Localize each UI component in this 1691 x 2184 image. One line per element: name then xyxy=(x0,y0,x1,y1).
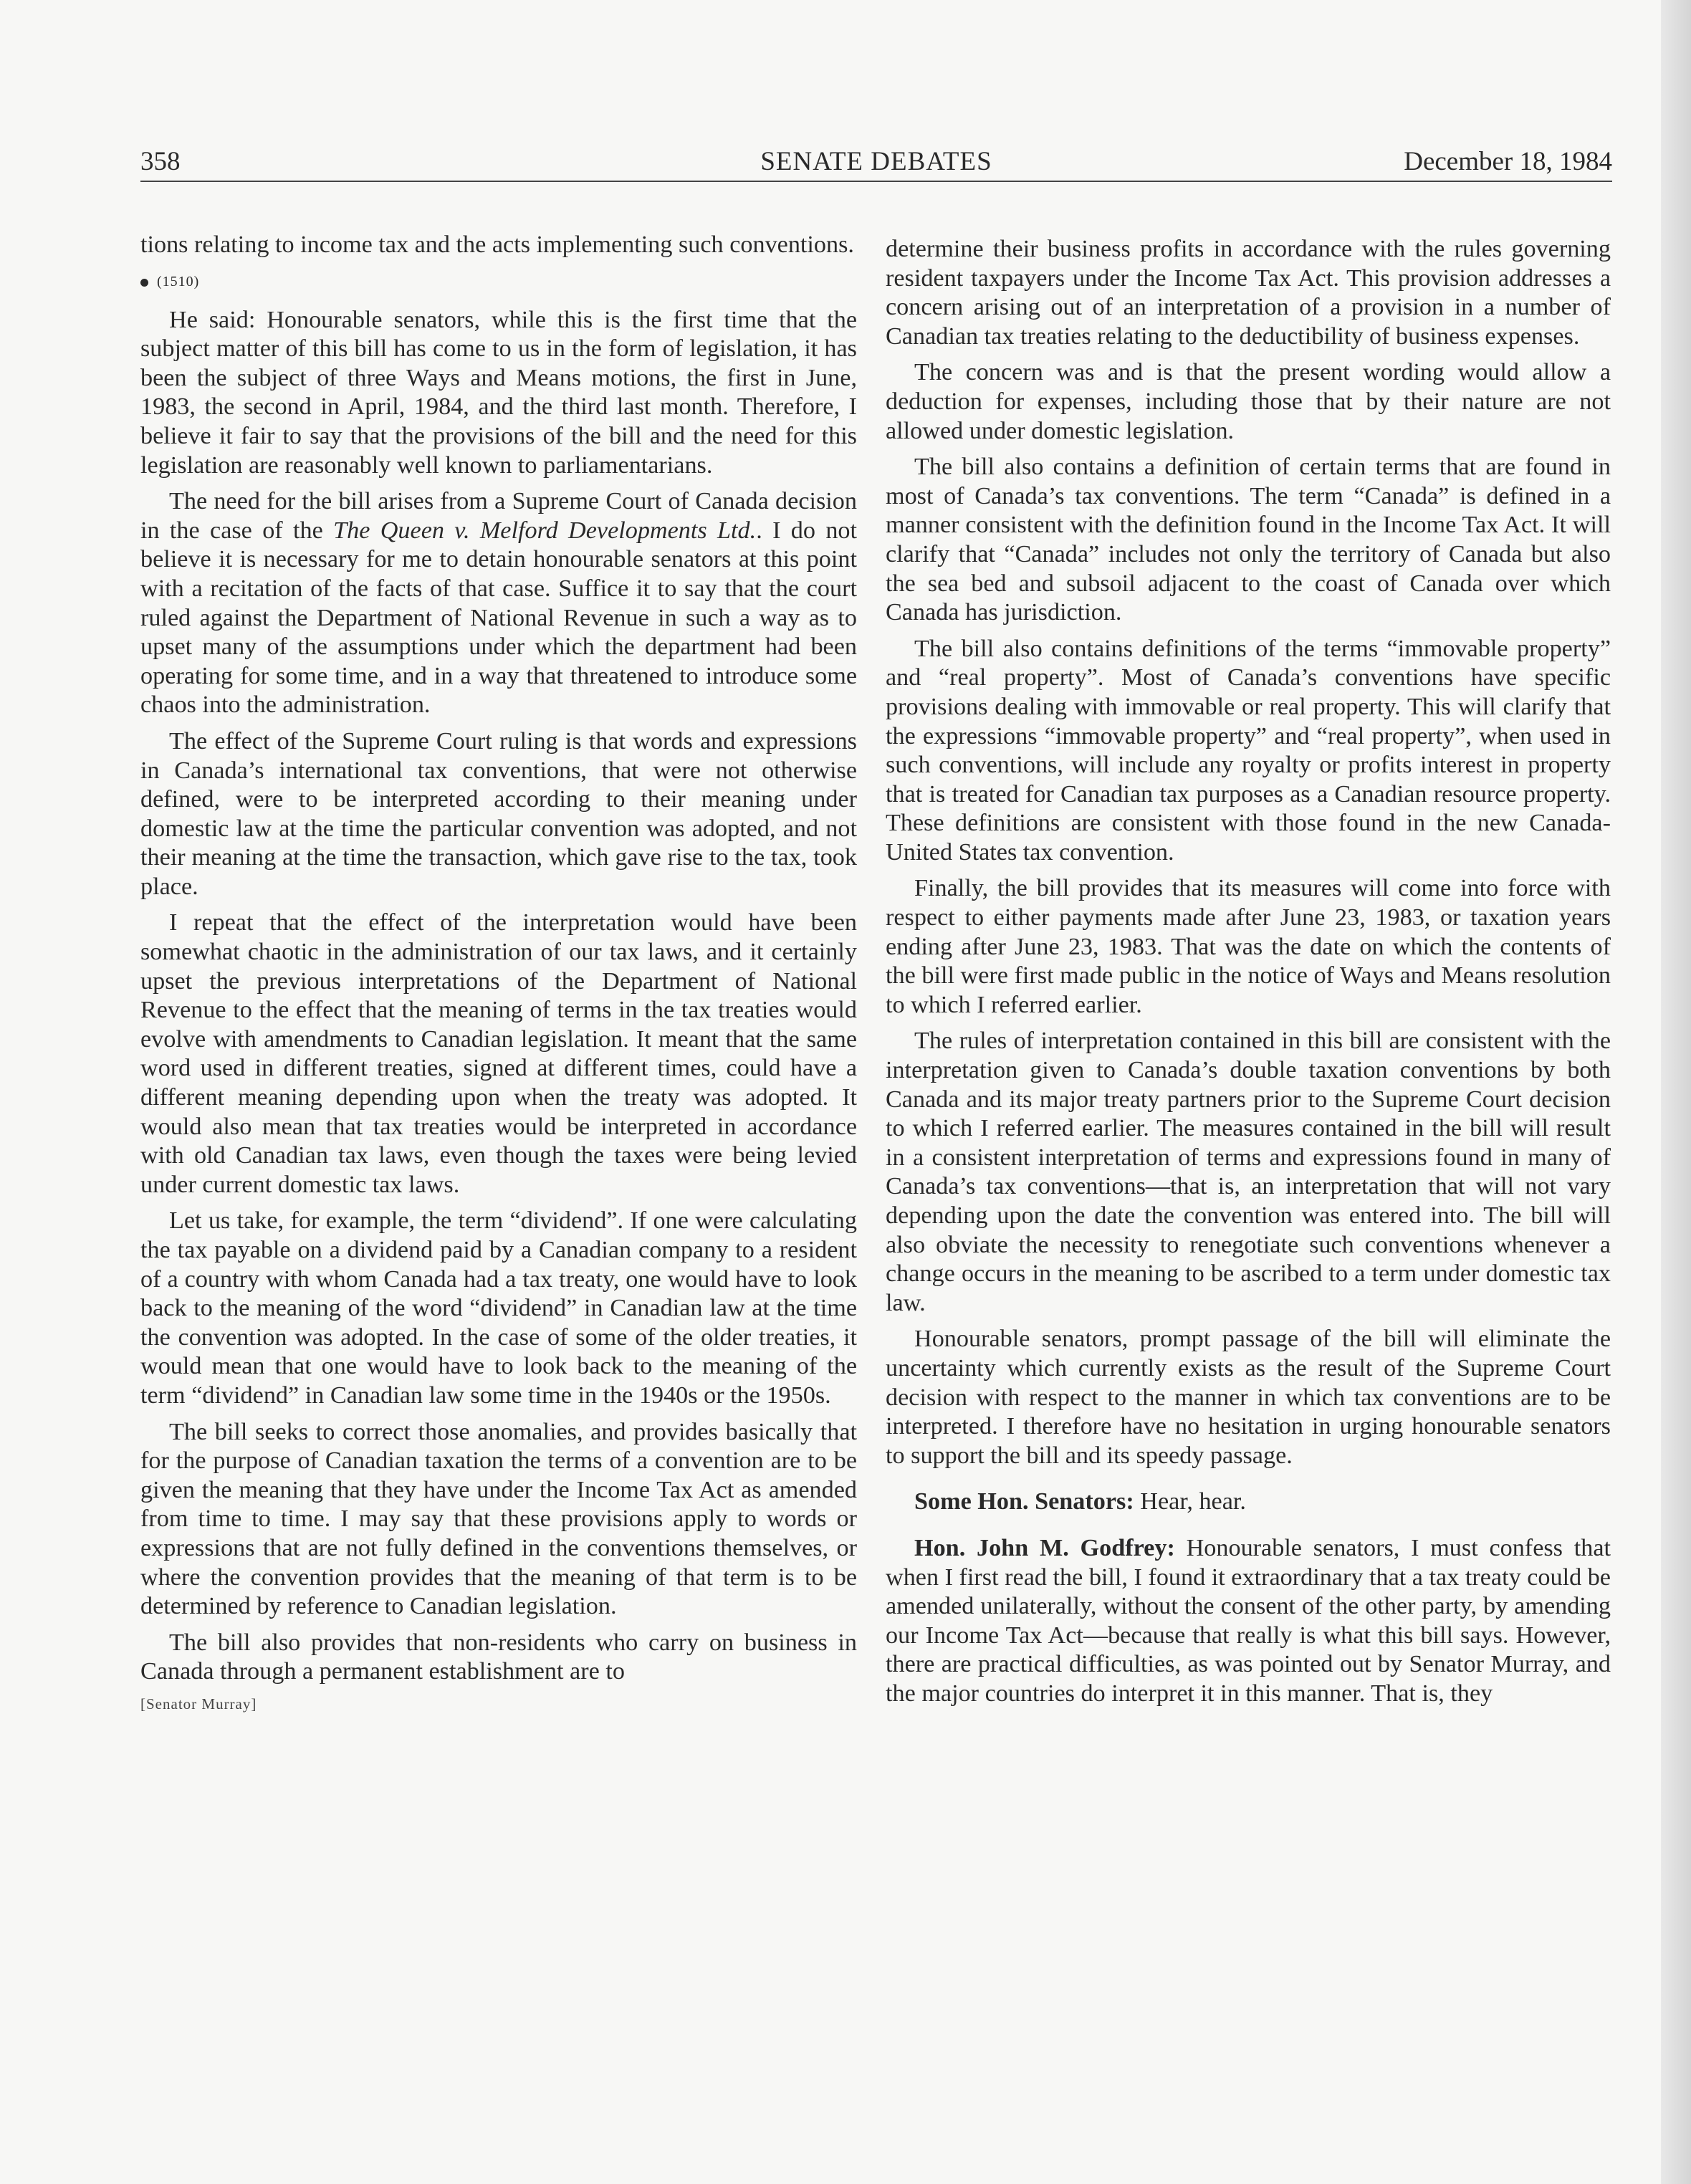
spacer xyxy=(886,1477,1611,1488)
speaker-name: Hon. John M. Godfrey: xyxy=(914,1534,1175,1561)
paragraph: The bill also contains a definition of certain terms that are found in most of Canada’s tax conventions. The term “Canada” is defined in a manner consistent with the definition found in the Income Tax Act. It will clarify that “Canada” includes not only the territory of Canada but also the sea bed and subsoil adjacent to the coast of Canada over which Canada has jurisdiction. xyxy=(886,454,1611,626)
speaker-footnote: [Senator Murray] xyxy=(140,1695,257,1713)
paragraph: Finally, the bill provides that its measures will come into force with respect to either payments made after June 23, 1983, or taxation years ending after June 23, 1983. That was the date on which the contents of the bill were first made public in the notice of Ways and Means resolution to which I referred earlier. xyxy=(886,875,1611,1018)
paragraph-text: The need for the bill arises from a Supreme Court of Canada decision in the case of the xyxy=(140,488,857,544)
interjection xyxy=(886,1488,1611,1517)
case-name: The Queen v. Melford Developments Ltd. xyxy=(333,517,757,544)
page-number: 358 xyxy=(140,147,181,176)
paragraph-text: . I do not believe it is necessary for me to detain honourable senators at this point with a recitation of the facts of that case. Suffice it to say that the court ruled against the Department of National Revenue in such a way as to upset many of the assumptions under which the department had been operating for some time, and in a way that threatened to introduce some chaos into the administration. xyxy=(140,517,858,719)
speech xyxy=(886,1534,1611,1709)
spacer xyxy=(886,1524,1611,1534)
right-column xyxy=(886,235,1611,1716)
speech-text: Honourable senators, I must confess that when I first read the bill, I found it extraordinary that a tax treaty could be amended unilaterally, without the consent of the other party, by amending our Income Tax Act—because that really is what this bill says. However, there are practical difficulties, as was pointed out by Senator Murray, and the major countries do interpret it in this manner. That is, they xyxy=(886,1534,1611,1707)
paragraph: The bill also provides that non-residents who carry on business in Canada through a permanent establishment are to xyxy=(140,1629,857,1685)
paragraph: The bill also contains definitions of the terms “immovable property” and “real property”. Most of Canada’s conventions have specific provisions dealing with immovable or real property. This will clarify that the expressions “immovable property” and “real property”, when used in such conventions, will include any royalty or profits interest in property that is treated for Canadian tax purposes as a Canadian resource property. These definitions are consistent with those found in the new Canada-United States tax convention. xyxy=(886,635,1611,866)
left-column xyxy=(140,231,857,1714)
paragraph: The bill seeks to correct those anomalies, and provides basically that for the purpose of Canadian taxation the terms of a convention are to be given the meaning that they have under the Income Tax Act as amended from time to time. I may say that these provisions apply to words or expressions that are not fully defined in the conventions themselves, or where the convention provides that the meaning of that term is to be determined by reference to Canadian legislation. xyxy=(140,1418,857,1620)
paragraph: Honourable senators, prompt passage of the bill will eliminate the uncertainty which currently exists as the result of the Supreme Court decision with respect to the manner in which tax conventions are to be interpreted. I therefore have no hesitation in urging honourable senators to support the bill and its speedy passage. xyxy=(886,1326,1611,1469)
speaker-name: Some Hon. Senators: xyxy=(914,1488,1134,1515)
publication-title: SENATE DEBATES xyxy=(760,147,992,176)
publication-date: December 18, 1984 xyxy=(1404,147,1612,176)
paragraph: The effect of the Supreme Court ruling is that words and expressions in Canada’s international tax conventions, that were not otherwise defined, were to be interpreted according to their meaning under domestic law at the time the particular convention was adopted, and not their meaning at the time the transaction, which gave rise to the tax, took place. xyxy=(140,727,857,900)
paragraph: The concern was and is that the present wording would allow a deduction for expenses, including those that by their nature are not allowed under domestic legislation. xyxy=(886,359,1611,444)
paragraph: The rules of interpretation contained in this bill are consistent with the interpretation given to Canada’s double taxation conventions by both Canada and its major treaty partners prior to the Supreme Court decision to which I referred earlier. The measures contained in the bill will result in a consistent interpretation of terms and expressions found in many of Canada’s tax conventions—that is, an interpretation that will not vary depending upon the date the convention was entered into. The bill will also obviate the necessity to renegotiate such conventions whenever a change occurs in the meaning to be ascribed to a term under domestic tax law. xyxy=(886,1028,1611,1316)
paragraph: tions relating to income tax and the acts implementing such conventions. xyxy=(140,231,854,258)
speech-text: Hear, hear. xyxy=(1134,1488,1246,1515)
time-marker xyxy=(140,267,857,296)
paragraph: Let us take, for example, the term “dividend”. If one were calculating the tax payable on a dividend paid by a Canadian company to a resident of a country with whom Canada had a tax treaty, one would have to look back to the meaning of the word “dividend” in Canadian law at the time the convention was adopted. In the case of some of the older treaties, it would mean that one would have to look back to the meaning of the term “dividend” in Canadian law some time in the 1940s or the 1950s. xyxy=(140,1207,857,1409)
bullet-icon xyxy=(140,279,148,287)
paragraph xyxy=(140,487,857,720)
time-marker-text: (1510) xyxy=(157,273,200,289)
page-edge xyxy=(1661,0,1691,2184)
paragraph: He said: Honourable senators, while this is the first time that the subject matter of this bill has come to us in the form of legislation, it has been the subject of three Ways and Means motions, the first in June, 1983, the second in April, 1984, and the third last month. Therefore, I believe it fair to say that the provisions of the bill and the need for this legislation are reasonably well known to parliamentarians. xyxy=(140,306,857,479)
page-header xyxy=(140,143,1612,182)
paragraph: I repeat that the effect of the interpretation would have been somewhat chaotic in the administration of our tax laws, and it certainly upset the previous interpretations of the Department of National Revenue to the effect that the meaning of terms in the tax treaties would evolve with amendments to Canadian legislation. It meant that the same word used in different treaties, signed at different times, could have a different meaning depending upon when the treaty was adopted. It would also mean that tax treaties would be interpreted in accordance with old Canadian tax laws, even though the taxes were being levied under current domestic tax laws. xyxy=(140,909,857,1198)
paragraph: determine their business profits in accordance with the rules governing resident taxpayers under the Income Tax Act. This provision addresses a concern arising out of an interpretation of a provision in a number of Canadian tax treaties relating to the deductibility of business expenses. xyxy=(886,236,1611,350)
